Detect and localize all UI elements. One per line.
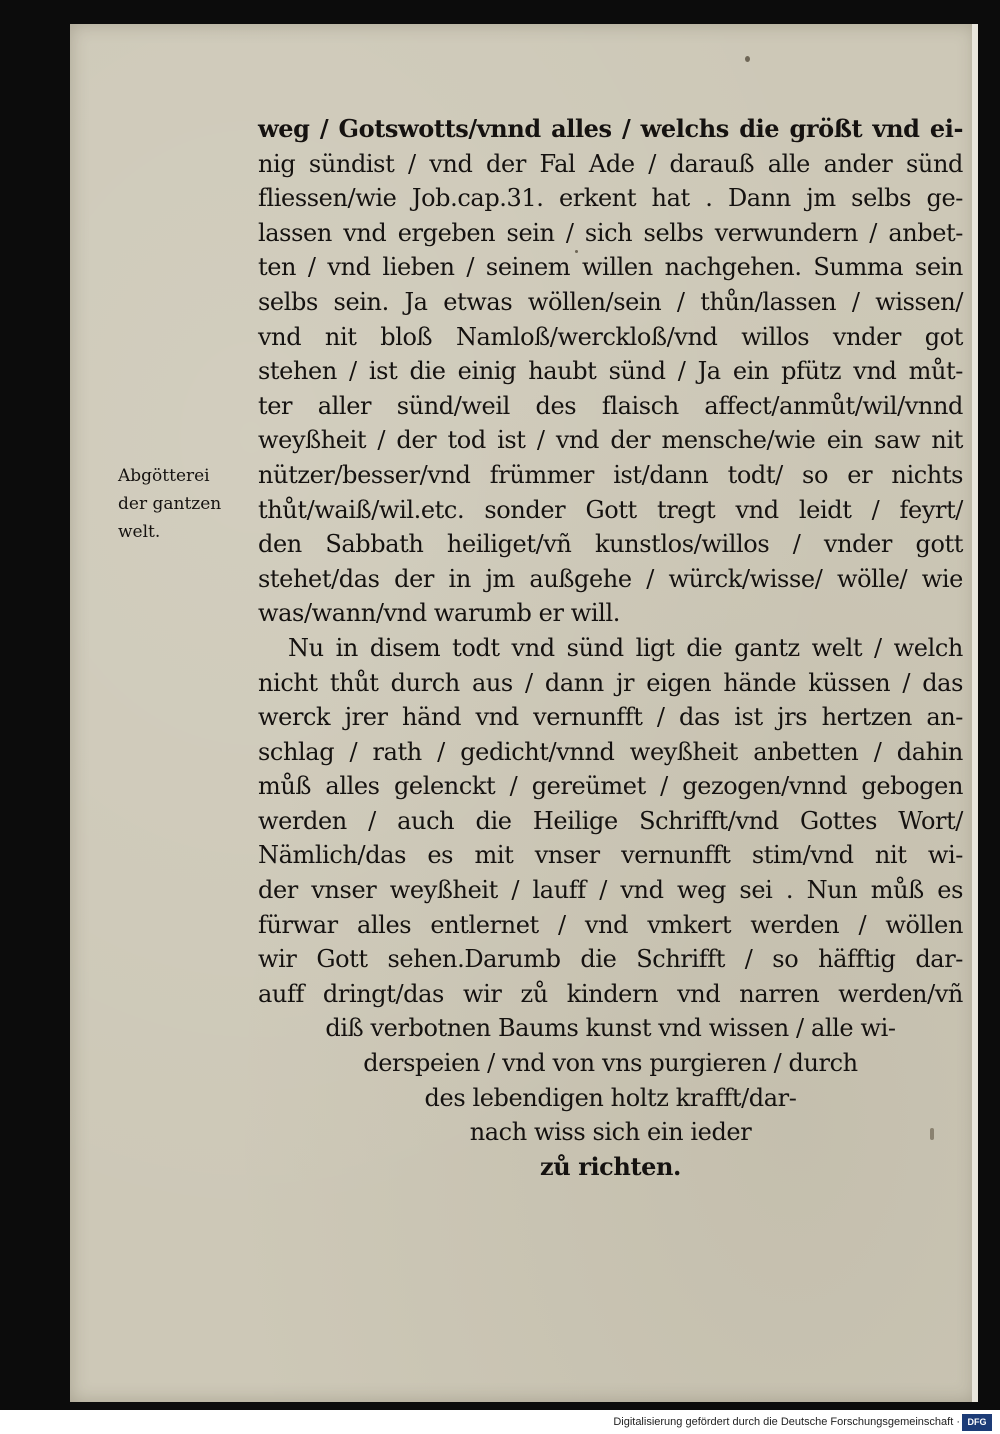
text-line: werck jrer händ vnd vernunfft / das ist jrs hertzen an- [258,703,963,732]
text-line: weyßheit / der tod ist / vnd der mensche/wie ein saw nit [258,426,963,455]
margin-note-line: der gantzen [118,494,222,514]
text-line: nicht thůt durch aus / dann jr eigen hände küssen / das [258,668,963,697]
text-line: nig sündist / vnd der Fal Ade / darauß alle ander sünd [258,149,963,178]
text-line: můß alles gelenckt / gereümet / gezogen/vnnd gebogen [258,772,963,801]
text-line: ten / vnd lieben / seinem willen nachgehen. Summa sein [258,253,963,282]
text-line: fürwar alles entlernet / vnd vmkert werden / wöllen [258,910,963,939]
text-line: weg / Gotswotts/vnnd alles / welchs die größt vnd ei- [258,114,963,143]
text-line: thůt/waiß/wil.etc. sonder Gott tregt vnd leidt / feyrt/ [258,495,963,524]
paper-speck [745,56,750,62]
text-line: derspeien / vnd von vns purgieren / durch [363,1049,858,1078]
text-line: ter aller sünd/weil des flaisch affect/anmůt/wil/vnnd [258,391,963,420]
funding-credit: Digitalisierung gefördert durch die Deutsche Forschungsgemeinschaft · [613,1416,960,1428]
main-text-block [258,112,963,1184]
footer-bar [0,1410,1000,1434]
margin-note-line: Abgötterei [118,466,210,486]
text-line: stehen / ist die einig haubt sünd / Ja ein pfütz vnd můt- [258,357,963,386]
text-line: den Sabbath heiliget/vñ kunstlos/willos / vnder gott [258,530,963,559]
text-line: selbs sein. Ja etwas wöllen/sein / thůn/lassen / wissen/ [258,287,963,316]
page-edge [972,24,978,1402]
text-line: nach wiss sich ein ieder [469,1118,752,1147]
text-line: schlag / rath / gedicht/vnnd weyßheit anbetten / dahin [258,737,963,766]
text-line: zů richten. [539,1151,682,1181]
text-line: werden / auch die Heilige Schrifft/vnd Gottes Wort/ [258,806,963,835]
text-line: nützer/besser/vnd frümmer ist/dann todt/ so er nichts [258,460,963,489]
text-line: Nu in disem todt vnd sünd ligt die gantz welt / welch [288,633,963,662]
text-line: der vnser weyßheit / lauff / vnd weg sei . Nun můß es [258,876,963,905]
text-line: des lebendigen holtz krafft/dar- [424,1083,797,1112]
text-line: Nämlich/das es mit vnser vernunfft stim/vnd nit wi- [258,841,963,870]
text-line: fliessen/wie Job.cap.31. erkent hat . Dann jm selbs ge- [258,184,963,213]
text-line: lassen vnd ergeben sein / sich selbs verwundern / anbet- [258,218,963,247]
text-line: was/wann/vnd warumb er will. [258,599,620,628]
margin-note-line: welt. [118,522,161,542]
text-line: stehet/das der in jm außgehe / würck/wisse/ wölle/ wie [258,564,963,593]
text-line: vnd nit bloß Namloß/werckloß/vnd willos vnder got [258,322,963,351]
dfg-logo[interactable]: DFG [962,1414,992,1431]
text-line: diß verbotnen Baums kunst vnd wissen / alle wi- [325,1014,896,1043]
text-line: auff dringt/das wir zů kindern vnd narren werden/vñ [258,979,963,1008]
margin-note [118,462,248,546]
text-line: wir Gott sehen.Darumb die Schrifft / so häfftig dar- [258,945,963,974]
